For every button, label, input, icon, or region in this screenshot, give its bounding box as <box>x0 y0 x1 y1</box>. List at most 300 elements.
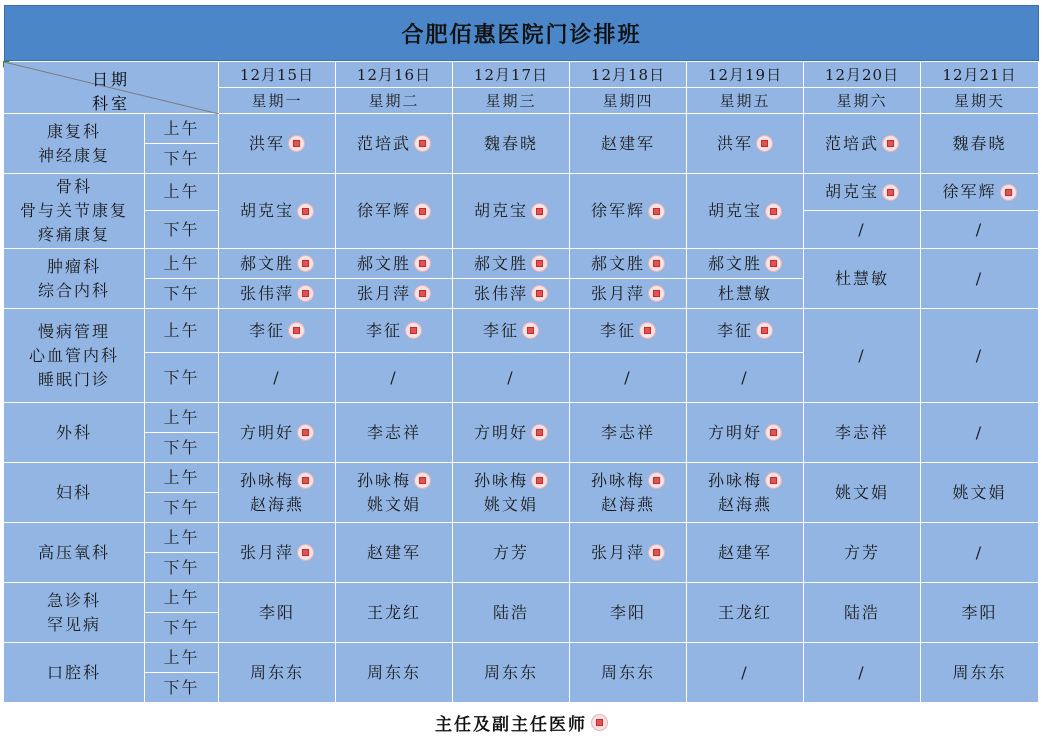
doctor-name: 魏春晓 <box>952 133 1007 153</box>
weekday-label: 星期三 <box>485 91 537 110</box>
schedule-cell <box>219 353 336 403</box>
doctor-entry <box>835 481 889 505</box>
doctor-entry <box>610 601 646 625</box>
department-name-line: 口腔科 <box>46 662 101 682</box>
doctor-name: 方明好 <box>473 422 528 442</box>
weekday-label: 星期二 <box>368 91 420 110</box>
schedule-cell <box>453 309 570 353</box>
doctor-name: 方芳 <box>843 542 880 562</box>
schedule-cell <box>804 309 921 403</box>
doctor-entry <box>357 132 431 156</box>
schedule-cell <box>687 174 804 249</box>
department-name-line: 睡眠门诊 <box>37 369 110 389</box>
doctor-entry <box>474 282 548 306</box>
date-header <box>219 62 336 88</box>
schedule-cell <box>453 353 570 403</box>
doctor-name: 姚文娟 <box>952 482 1007 502</box>
director-badge-icon <box>765 203 782 220</box>
doctor-name: 赵建军 <box>600 133 655 153</box>
director-badge-icon <box>522 322 539 339</box>
doctor-entry <box>367 661 421 685</box>
period-label: 上午 <box>163 182 200 201</box>
doctor-entry <box>708 469 782 493</box>
doctor-entry <box>844 601 880 625</box>
schedule-cell <box>804 523 921 583</box>
director-badge-icon <box>414 203 431 220</box>
date-header <box>453 62 570 88</box>
doctor-name: 王龙红 <box>717 602 772 622</box>
department-name-line: 骨与关节康复 <box>19 201 128 220</box>
period-label: 下午 <box>163 283 200 303</box>
schedule-cell <box>336 523 453 583</box>
period-label: 上午 <box>163 467 200 487</box>
doctor-entry <box>601 132 655 156</box>
doctor-entry <box>474 421 548 445</box>
department-name-line: 外科 <box>55 422 92 442</box>
doctor-name: / <box>741 367 749 387</box>
schedule-cell <box>804 643 921 703</box>
period-am <box>145 249 219 279</box>
doctor-entry <box>493 601 529 625</box>
doctor-entry <box>601 421 655 445</box>
director-badge-icon <box>639 322 656 339</box>
schedule-cell <box>921 463 1039 523</box>
doctor-entry <box>240 252 314 276</box>
schedule-cell <box>804 211 921 249</box>
period-am <box>145 463 219 493</box>
doctor-name: / <box>858 662 866 682</box>
doctor-name: 孙咏梅 <box>239 470 294 490</box>
schedule-cell <box>219 583 336 643</box>
department-name <box>4 249 145 309</box>
schedule-cell <box>687 463 804 523</box>
doctor-name: 张伟萍 <box>239 283 294 303</box>
schedule-cell <box>570 309 687 353</box>
doctor-name: 赵建军 <box>717 542 772 562</box>
doctor-name: 赵海燕 <box>717 494 772 514</box>
doctor-name: 方芳 <box>492 542 529 562</box>
doctor-entry <box>858 218 865 242</box>
schedule-cell <box>453 174 570 249</box>
director-badge-icon <box>297 203 314 220</box>
doctor-name: 胡克宝 <box>824 182 879 201</box>
director-badge-icon <box>531 472 548 489</box>
director-badge-icon <box>414 255 431 272</box>
schedule-cell <box>219 403 336 463</box>
director-badge-icon <box>288 322 305 339</box>
period-label: 上午 <box>163 320 200 340</box>
doctor-entry <box>474 469 548 493</box>
director-badge-icon <box>648 472 665 489</box>
date-label: 12月21日 <box>942 65 1017 84</box>
legend-label: 主任及副主任医师 <box>435 715 587 735</box>
doctor-name: 张月萍 <box>239 542 294 562</box>
page-title: 合肥佰惠医院门诊排班 <box>4 5 1039 61</box>
department-name-line: 肿瘤科 <box>46 256 101 276</box>
doctor-entry <box>942 180 1016 204</box>
period-label: 下午 <box>163 617 200 637</box>
period-am <box>145 403 219 433</box>
doctor-entry <box>952 661 1006 685</box>
director-badge-icon <box>531 424 548 441</box>
doctor-entry <box>976 344 983 368</box>
schedule-cell <box>921 211 1039 249</box>
doctor-name: 郝文胜 <box>239 253 294 273</box>
doctor-entry <box>976 218 983 242</box>
doctor-name: 范培武 <box>824 133 879 153</box>
doctor-entry <box>507 366 514 390</box>
doctor-name: / <box>507 367 515 387</box>
doctor-entry <box>717 132 773 156</box>
doctor-name: 张伟萍 <box>473 283 528 303</box>
doctor-name: / <box>975 542 984 562</box>
period-label: 下午 <box>163 497 200 517</box>
doctor-entry <box>600 319 656 343</box>
period-label: 上午 <box>163 407 200 427</box>
schedule-cell <box>336 643 453 703</box>
schedule-cell <box>453 279 570 309</box>
doctor-entry <box>591 252 665 276</box>
corner-dept-label: 科室 <box>91 94 130 113</box>
doctor-name: 张月萍 <box>590 542 645 562</box>
director-badge-icon <box>297 544 314 561</box>
doctor-entry <box>357 282 431 306</box>
schedule-cell <box>219 523 336 583</box>
doctor-entry <box>357 252 431 276</box>
weekday-label: 星期六 <box>836 91 888 110</box>
schedule-cell <box>219 249 336 279</box>
doctor-entry <box>484 132 538 156</box>
doctor-name: / <box>858 345 866 365</box>
department-name-line: 综合内科 <box>37 280 110 300</box>
doctor-entry <box>250 493 304 517</box>
department-name <box>4 309 145 403</box>
director-badge-icon <box>297 472 314 489</box>
weekday-header <box>804 88 921 114</box>
director-badge-icon <box>765 472 782 489</box>
doctor-entry <box>858 344 865 368</box>
period-pm <box>145 279 219 309</box>
director-badge-icon <box>756 135 773 152</box>
schedule-cell <box>570 174 687 249</box>
schedule-cell <box>804 174 921 211</box>
director-badge-icon <box>405 322 422 339</box>
schedule-cell <box>921 174 1039 211</box>
doctor-entry <box>601 661 655 685</box>
doctor-name: 赵海燕 <box>249 494 304 514</box>
director-badge-icon <box>756 322 773 339</box>
doctor-entry <box>741 366 748 390</box>
director-badge-icon <box>765 255 782 272</box>
period-label: 下午 <box>163 367 200 387</box>
period-label: 上午 <box>163 253 200 273</box>
doctor-entry <box>249 319 305 343</box>
doctor-name: 赵建军 <box>366 542 421 562</box>
weekday-label: 星期五 <box>719 91 771 110</box>
period-am <box>145 583 219 613</box>
doctor-entry <box>708 421 782 445</box>
doctor-entry <box>825 132 899 156</box>
doctor-entry <box>493 541 529 565</box>
period-label: 上午 <box>163 527 200 547</box>
doctor-name: / <box>741 662 749 682</box>
schedule-cell <box>453 114 570 174</box>
doctor-name: 赵海燕 <box>600 494 655 514</box>
schedule-cell <box>570 403 687 463</box>
schedule-cell <box>336 249 453 279</box>
director-badge-icon <box>288 135 305 152</box>
weekday-header <box>921 88 1039 114</box>
period-pm <box>145 353 219 403</box>
schedule-cell <box>453 249 570 279</box>
schedule-cell <box>219 309 336 353</box>
doctor-name: 周东东 <box>249 662 304 682</box>
director-badge-icon <box>531 203 548 220</box>
doctor-name: 李征 <box>482 320 519 340</box>
date-label: 12月16日 <box>356 65 432 84</box>
doctor-name: 孙咏梅 <box>473 470 528 490</box>
doctor-entry <box>483 319 539 343</box>
doctor-name: 李志祥 <box>366 422 421 442</box>
schedule-cell <box>687 643 804 703</box>
period-pm <box>145 493 219 523</box>
date-header <box>687 62 804 88</box>
director-badge-icon <box>297 285 314 302</box>
doctor-entry <box>952 481 1006 505</box>
director-badge-icon <box>591 714 608 731</box>
schedule-cell <box>921 309 1039 403</box>
schedule-cell <box>336 403 453 463</box>
schedule-cell <box>453 523 570 583</box>
doctor-name: 李征 <box>716 320 753 340</box>
schedule-cell <box>219 279 336 309</box>
period-label: 下午 <box>163 437 200 457</box>
doctor-entry <box>976 267 983 291</box>
period-pm <box>145 433 219 463</box>
department-name-line: 急诊科 <box>46 590 101 610</box>
director-badge-icon <box>882 135 899 152</box>
doctor-name: 王龙红 <box>366 602 421 622</box>
schedule-cell <box>687 403 804 463</box>
schedule-cell <box>336 114 453 174</box>
period-pm <box>145 144 219 174</box>
department-name <box>4 643 145 703</box>
schedule-cell <box>921 403 1039 463</box>
schedule-cell <box>336 463 453 523</box>
department-name <box>4 403 145 463</box>
schedule-cell <box>804 114 921 174</box>
schedule-cell <box>570 353 687 403</box>
doctor-name: 胡克宝 <box>707 201 762 220</box>
doctor-entry <box>259 601 295 625</box>
schedule-cell <box>336 583 453 643</box>
period-pm <box>145 553 219 583</box>
schedule-cell <box>687 523 804 583</box>
director-badge-icon <box>648 203 665 220</box>
department-name <box>4 523 145 583</box>
doctor-entry <box>601 493 655 517</box>
weekday-header <box>570 88 687 114</box>
weekday-header <box>453 88 570 114</box>
schedule-cell <box>453 583 570 643</box>
schedule-cell <box>570 523 687 583</box>
doctor-name: 姚文娟 <box>483 494 538 514</box>
doctor-name: / <box>858 219 866 239</box>
doctor-entry <box>367 421 421 445</box>
weekday-header <box>219 88 336 114</box>
doctor-name: 周东东 <box>952 662 1007 682</box>
doctor-entry <box>390 366 397 390</box>
schedule-cell <box>687 114 804 174</box>
schedule-cell <box>336 309 453 353</box>
schedule-cell <box>687 279 804 309</box>
doctor-name: 李阳 <box>961 602 998 622</box>
doctor-name: / <box>624 367 632 387</box>
doctor-name: 李志祥 <box>834 422 889 442</box>
doctor-entry <box>591 282 665 306</box>
director-badge-icon <box>531 255 548 272</box>
department-name <box>4 114 145 174</box>
doctor-entry <box>474 199 548 223</box>
director-badge-icon <box>414 285 431 302</box>
doctor-entry <box>484 493 538 517</box>
period-label: 上午 <box>163 118 200 138</box>
doctor-name: 周东东 <box>366 662 421 682</box>
doctor-name: / <box>975 219 984 239</box>
doctor-entry <box>741 661 748 685</box>
doctor-entry <box>961 601 997 625</box>
department-name <box>4 463 145 523</box>
date-header <box>804 62 921 88</box>
director-badge-icon <box>414 135 431 152</box>
corner-date-label: 日期 <box>91 70 130 89</box>
doctor-name: 郝文胜 <box>590 253 645 273</box>
weekday-label: 星期天 <box>953 91 1005 110</box>
doctor-name: 范培武 <box>356 133 411 153</box>
period-label: 下午 <box>163 148 200 168</box>
director-badge-icon <box>414 472 431 489</box>
doctor-entry <box>249 132 305 156</box>
schedule-cell <box>570 463 687 523</box>
header-corner-cell <box>4 62 219 114</box>
doctor-entry <box>240 282 314 306</box>
doctor-entry <box>240 199 314 223</box>
legend <box>0 706 1043 739</box>
department-name <box>4 583 145 643</box>
period-label: 下午 <box>163 219 200 239</box>
doctor-name: 李征 <box>365 320 402 340</box>
schedule-cell <box>219 463 336 523</box>
doctor-name: 方明好 <box>707 422 762 442</box>
doctor-entry <box>484 661 538 685</box>
doctor-name: 周东东 <box>600 662 655 682</box>
doctor-name: / <box>390 367 398 387</box>
director-badge-icon <box>1000 184 1017 201</box>
period-am <box>145 174 219 211</box>
doctor-name: 李征 <box>248 320 285 340</box>
schedule-cell <box>453 403 570 463</box>
doctor-name: 周东东 <box>483 662 538 682</box>
doctor-name: 杜慧敏 <box>834 268 889 288</box>
doctor-name: 郝文胜 <box>356 253 411 273</box>
department-name-line: 心血管内科 <box>28 345 119 365</box>
doctor-name: 李征 <box>599 320 636 340</box>
schedule-cell <box>687 583 804 643</box>
doctor-name: / <box>273 367 281 387</box>
doctor-name: 陆浩 <box>843 602 880 622</box>
doctor-entry <box>825 180 899 204</box>
doctor-name: 李阳 <box>609 602 646 622</box>
doctor-entry <box>366 319 422 343</box>
period-label: 上午 <box>163 587 200 607</box>
period-label: 下午 <box>163 557 200 577</box>
doctor-entry <box>717 319 773 343</box>
director-badge-icon <box>765 424 782 441</box>
doctor-name: 魏春晓 <box>483 133 538 153</box>
schedule-cell <box>804 403 921 463</box>
weekday-label: 星期四 <box>602 91 654 110</box>
doctor-entry <box>357 199 431 223</box>
doctor-name: 徐军辉 <box>942 182 997 201</box>
doctor-entry <box>591 469 665 493</box>
period-label: 下午 <box>163 677 200 697</box>
schedule-cell <box>921 583 1039 643</box>
schedule-cell <box>336 174 453 249</box>
doctor-entry <box>240 541 314 565</box>
doctor-entry <box>708 199 782 223</box>
schedule-cell <box>336 279 453 309</box>
doctor-name: 张月萍 <box>590 283 645 303</box>
director-badge-icon <box>531 285 548 302</box>
department-name-line: 罕见病 <box>46 614 101 634</box>
schedule-cell <box>687 353 804 403</box>
department-name-line: 慢病管理 <box>37 321 110 341</box>
doctor-name: 郝文胜 <box>473 253 528 273</box>
director-badge-icon <box>297 424 314 441</box>
schedule-cell <box>921 249 1039 309</box>
date-header <box>336 62 453 88</box>
department-name-line: 康复科 <box>46 121 101 141</box>
doctor-name: 杜慧敏 <box>717 283 772 303</box>
director-badge-icon <box>882 184 899 201</box>
period-am <box>145 643 219 673</box>
doctor-name: 洪军 <box>716 133 753 153</box>
department-name-line: 骨科 <box>55 177 92 196</box>
schedule-cell <box>453 463 570 523</box>
schedule-cell <box>336 353 453 403</box>
doctor-entry <box>952 132 1006 156</box>
doctor-name: 李阳 <box>258 602 295 622</box>
schedule-cell <box>921 643 1039 703</box>
doctor-entry <box>835 267 889 291</box>
doctor-name: 张月萍 <box>356 283 411 303</box>
doctor-name: 胡克宝 <box>473 201 528 220</box>
doctor-name: 姚文娟 <box>834 482 889 502</box>
schedule-cell <box>219 643 336 703</box>
doctor-name: / <box>975 268 984 288</box>
doctor-name: / <box>975 422 984 442</box>
schedule-cell <box>804 463 921 523</box>
date-label: 12月17日 <box>473 65 549 84</box>
weekday-header <box>687 88 804 114</box>
schedule-cell <box>687 249 804 279</box>
period-label: 上午 <box>163 647 200 667</box>
schedule-cell <box>921 523 1039 583</box>
director-badge-icon <box>648 285 665 302</box>
doctor-name: 孙咏梅 <box>590 470 645 490</box>
doctor-name: 郝文胜 <box>707 253 762 273</box>
doctor-entry <box>844 541 880 565</box>
